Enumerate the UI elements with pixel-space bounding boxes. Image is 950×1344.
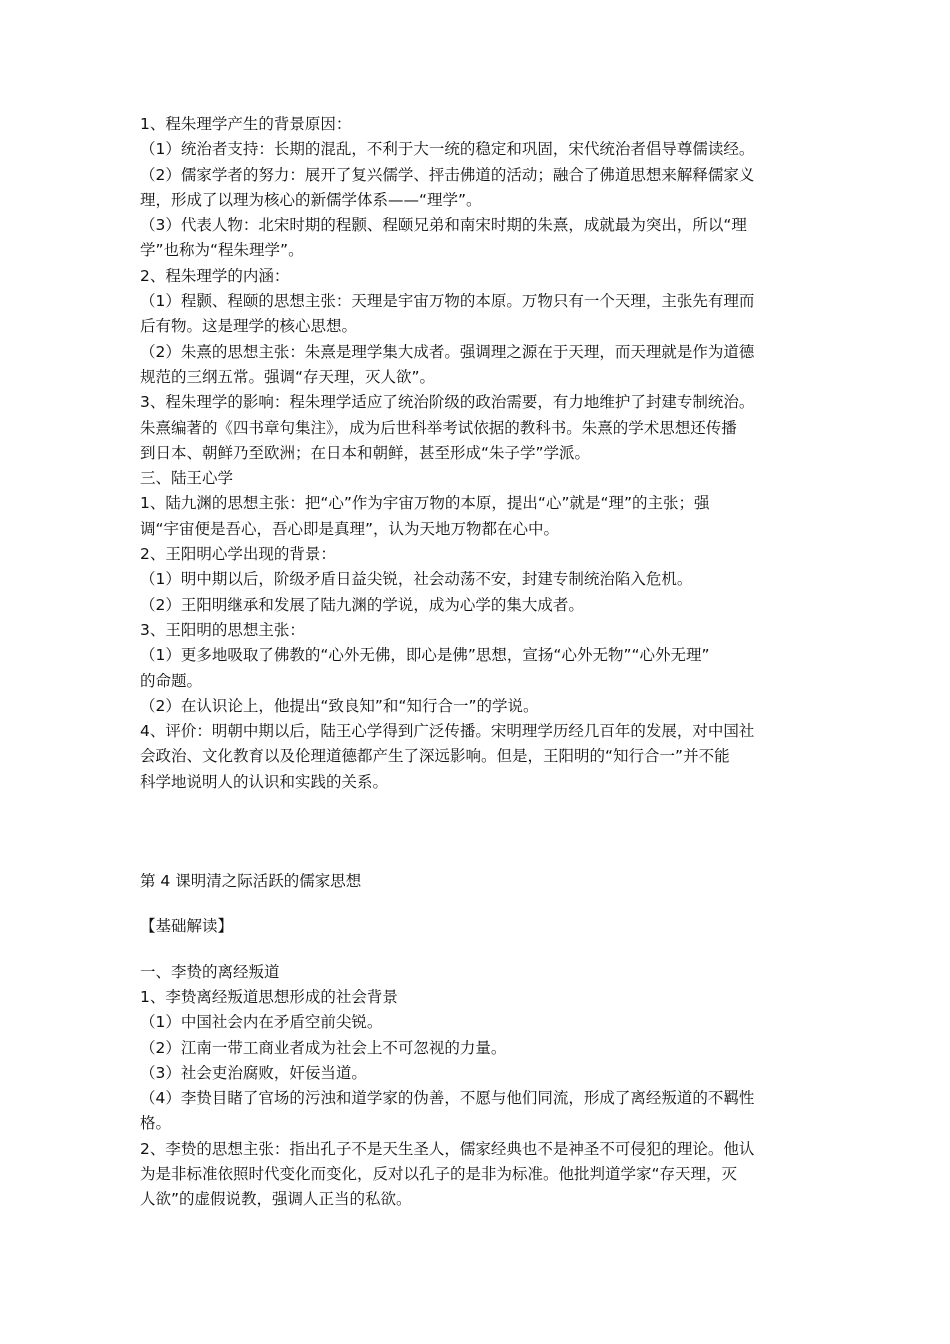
text-line: 4、评价：明朝中期以后，陆王心学得到广泛传播。宋明理学历经几百年的发展，对中国社: [140, 722, 755, 741]
text-line: 2、王阳明心学出现的背景：: [140, 545, 336, 564]
text-line: （2）江南一带工商业者成为社会上不可忽视的力量。: [140, 1038, 507, 1057]
text-line: 后有物。这是理学的核心思想。: [140, 317, 358, 336]
text-line: 3、程朱理学的影响：程朱理学适应了统治阶级的政治需要，有力地维护了封建专制统治。: [140, 393, 755, 412]
spacer: [140, 894, 820, 914]
text-line: 1、陆九渊的思想主张：把“心”作为宇宙万物的本原，提出“心”就是“理”的主张；强: [140, 494, 710, 513]
text-line: 科学地说明人的认识和实践的关系。: [140, 772, 389, 791]
text-line: （1）明中期以后，阶级矛盾日益尖锐，社会动荡不安，封建专制统治陷入危机。: [140, 570, 693, 589]
text-line: 2、程朱理学的内涵：: [140, 266, 290, 285]
text-line: 格。: [140, 1114, 172, 1133]
text-line: 会政治、文化教育以及伦理道德都产生了深远影响。但是，王阳明的“知行合一”并不能: [140, 747, 730, 766]
text-line: （3）代表人物：北宋时期的程颢、程颐兄弟和南宋时期的朱熹，成就最为突出，所以“理: [140, 216, 747, 235]
text-line: （3）社会吏治腐败，奸佞当道。: [140, 1063, 367, 1082]
text-line: （1）统治者支持：长期的混乱，不利于大一统的稳定和巩固，宋代统治者倡导尊儒读经。: [140, 140, 755, 159]
text-line: 到日本、朝鲜乃至欧洲；在日本和朝鲜，甚至形成“朱子学”学派。: [140, 443, 591, 462]
text-line: （1）程颢、程颐的思想主张：天理是宇宙万物的本原。万物只有一个天理，主张先有理而: [140, 292, 755, 311]
text-line: 1、程朱理学产生的背景原因：: [140, 115, 352, 133]
section-neo-confucianism: [140, 112, 820, 795]
text-line: （1）中国社会内在矛盾空前尖锐。: [140, 1013, 383, 1032]
text-line: 规范的三纲五常。强调“存天理，灭人欲”。: [140, 367, 436, 386]
text-line: 人欲”的虚假说教，强调人正当的私欲。: [140, 1190, 412, 1209]
text-line: 为是非标准依照时代变化而变化，反对以孔子的是非为标准。他批判道学家“存天理，灭: [140, 1164, 738, 1183]
text-line: （1）更多地吸取了佛教的“心外无佛，即心是佛”思想，宣扬“心外无物”“心外无理”: [140, 646, 710, 665]
spacer: [140, 795, 820, 869]
document-page: [140, 112, 820, 1213]
spacer: [140, 940, 820, 960]
text-line: （2）王阳明继承和发展了陆九渊的学说，成为心学的集大成者。: [140, 595, 584, 614]
text-line: 学”也称为“程朱理学”。: [140, 241, 304, 260]
text-line: （2）朱熹的思想主张：朱熹是理学集大成者。强调理之源在于天理，而天理就是作为道德: [140, 342, 755, 361]
text-line: 理，形成了以理为核心的新儒学体系——“理学”。: [140, 190, 482, 209]
text-line: （2）在认识论上，他提出“致良知”和“知行合一”的学说。: [140, 696, 539, 715]
text-line: （2）儒家学者的努力：展开了复兴儒学、抨击佛道的活动；融合了佛道思想来解释儒家义: [140, 165, 755, 184]
text-line: 2、李贽的思想主张：指出孔子不是天生圣人，儒家经典也不是神圣不可侵犯的理论。他认: [140, 1139, 755, 1158]
text-line: 三、陆王心学: [140, 469, 234, 488]
lesson-title: 第 4 课明清之际活跃的儒家思想: [140, 872, 362, 891]
text-line: 的命题。: [140, 671, 203, 690]
text-line: 3、王阳明的思想主张：: [140, 620, 305, 639]
basic-interpretation-heading: 【基础解读】: [140, 917, 234, 936]
text-line: 1、李贽离经叛道思想形成的社会背景: [140, 987, 398, 1006]
text-line: 一、李贽的离经叛道: [140, 962, 280, 981]
text-line: 调“宇宙便是吾心，吾心即是真理”，认为天地万物都在心中。: [140, 519, 560, 538]
text-line: （4）李贽目睹了官场的污浊和道学家的伪善，不愿与他们同流，形成了离经叛道的不羁性: [140, 1089, 755, 1108]
section-li-zhi: [140, 960, 820, 1213]
text-line: 朱熹编著的《四书章句集注》，成为后世科举考试依据的教科书。朱熹的学术思想还传播: [140, 418, 737, 437]
